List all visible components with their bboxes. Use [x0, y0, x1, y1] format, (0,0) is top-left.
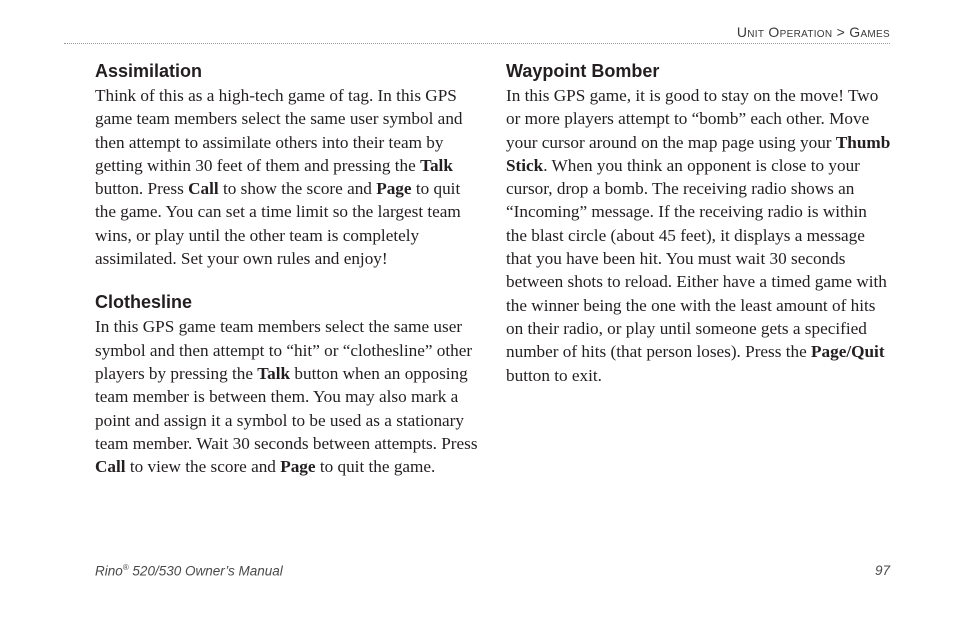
- section-heading: Waypoint Bomber: [506, 61, 660, 81]
- product-name: Rino: [95, 563, 123, 579]
- section-body: [506, 84, 891, 387]
- body-text: button when an opposing team member is between them. You may also mark a point and assign it a symbol to be used as a stationary team member. Wait 30 seconds between attempts. Press: [95, 363, 478, 453]
- left-column: [95, 58, 480, 478]
- key-page: Page: [376, 179, 412, 199]
- registered-mark: ®: [122, 563, 129, 572]
- right-column: [506, 58, 891, 387]
- key-page: Page: [280, 457, 316, 477]
- footer-manual-title: [95, 563, 283, 579]
- body-text: button to exit.: [506, 365, 602, 385]
- section-body: [95, 84, 480, 270]
- section-waypoint-bomber: [506, 58, 891, 387]
- key-talk: Talk: [257, 363, 291, 383]
- key-talk: Talk: [420, 155, 453, 175]
- body-text: . When you think an opponent is close to your cursor, drop a bomb. The receiving radio shows an “Incoming” message. If the receiving radio is within the blast circle (about 45 feet), it displays a message that you have been hit. You must wait 30 seconds between shots to reload. Either have a timed game with the winner being the one with the least amount of hits on their radio, or play until someone gets a specified number of hits (that person loses). Press the: [506, 155, 887, 362]
- body-text: In this GPS game team members select the same user symbol and then attempt to “hit” or “clothesline” other players by pressing the: [95, 317, 473, 383]
- page-number: 97: [874, 563, 890, 578]
- key-page-quit: Page/Quit: [811, 342, 885, 362]
- manual-name: 520/530 Owner’s Manual: [128, 563, 283, 579]
- body-text: to show the score and: [218, 179, 377, 199]
- body-text: button. Press: [95, 179, 189, 199]
- body-text: to quit the game.: [315, 457, 436, 477]
- section-clothesline: [95, 289, 480, 478]
- section-heading: Clothesline: [95, 292, 193, 313]
- running-header: Unit Operation > Games: [736, 24, 890, 40]
- body-text: to view the score and: [125, 457, 281, 477]
- section-assimilation: [95, 58, 480, 270]
- section-heading: Assimilation: [95, 61, 203, 81]
- body-text: Think of this as a high-tech game of tag. In this GPS game team members select the same user symbol and then attempt to assimilate others into their team by getting within 30 feet of them and pressing the: [95, 86, 463, 175]
- header-divider: [64, 43, 890, 44]
- body-text: to quit the game. You can set a time limit so the largest team wins, or play until the other team is completely assimilated. Set your own rules and enjoy!: [95, 179, 461, 269]
- key-call: Call: [188, 179, 219, 199]
- section-body: [95, 315, 480, 478]
- body-text: In this GPS game, it is good to stay on the move! Two or more players attempt to “bomb” each other. Move your cursor around on the map page using your: [506, 86, 879, 152]
- key-thumb-stick: Thumb Stick: [506, 132, 891, 175]
- key-call: Call: [95, 457, 126, 477]
